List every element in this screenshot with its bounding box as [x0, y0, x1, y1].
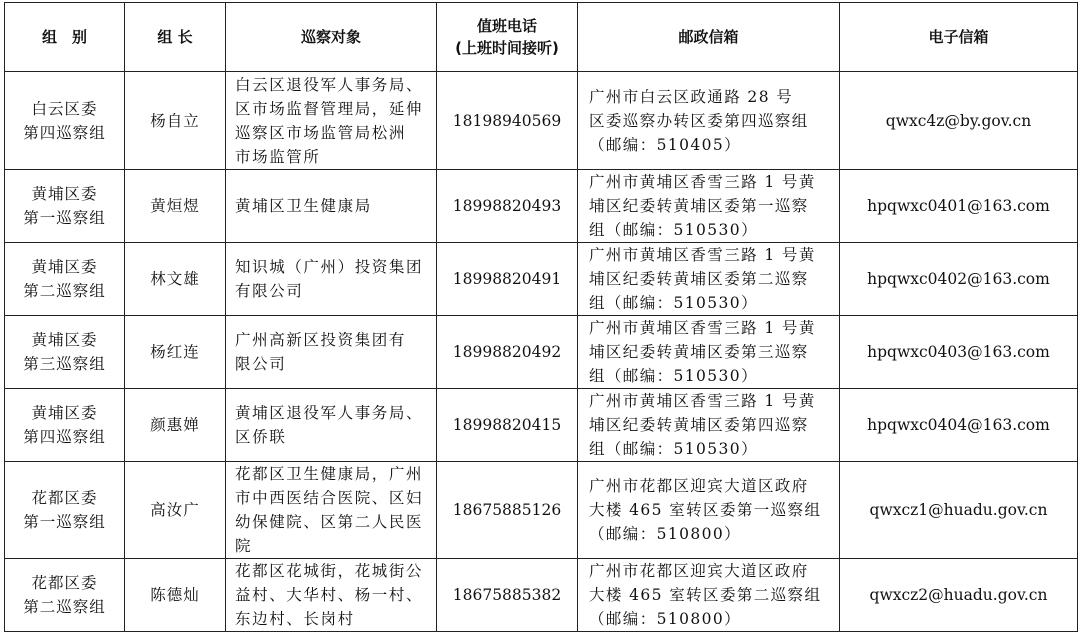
table-row — [5, 170, 1078, 243]
target-cell — [226, 559, 437, 632]
address-line: 大楼 465 室转区委第一巡察组 — [589, 501, 822, 519]
header-row — [5, 3, 1078, 72]
address-cell — [578, 316, 840, 389]
target-cell — [226, 389, 437, 462]
group-line: 第一巡察组 — [23, 513, 106, 531]
group-line: 花都区委 — [31, 489, 98, 507]
target-line: 市场监管所 — [235, 147, 321, 166]
email-cell: hpqwxc0402@163.com — [840, 243, 1078, 316]
group-cell — [5, 559, 125, 632]
target-line: 白云区退役军人事务局、 — [235, 75, 424, 94]
header-phone-line2: (上班时间接听) — [455, 39, 559, 57]
target-line: 广州高新区投资集团有 — [235, 331, 407, 349]
table-row — [5, 462, 1078, 559]
address-cell — [578, 462, 840, 559]
email-cell: hpqwxc0403@163.com — [840, 316, 1078, 389]
target-cell — [226, 72, 437, 170]
leader-cell: 高汝广 — [125, 462, 226, 559]
group-line: 第四巡察组 — [23, 123, 106, 142]
address-line: 区委巡察办转区委第四巡察组 — [589, 111, 809, 130]
address-line: 广州市黄埔区香雪三路 1 号黄 — [589, 246, 816, 264]
table-row — [5, 316, 1078, 389]
header-leader: 组 长 — [125, 3, 226, 72]
leader-cell: 陈德灿 — [125, 559, 226, 632]
target-line: 花都区花城街，花城街公 — [235, 562, 424, 580]
target-cell — [226, 170, 437, 243]
email-cell: qwxcz2@huadu.gov.cn — [840, 559, 1078, 632]
group-cell — [5, 389, 125, 462]
target-line: 幼保健院、区第二人民医 — [235, 513, 424, 531]
address-line: 组（邮编：510530） — [589, 294, 758, 312]
target-cell — [226, 462, 437, 559]
email-cell: hpqwxc0404@163.com — [840, 389, 1078, 462]
phone-cell: 18998820491 — [437, 243, 578, 316]
phone-cell: 18198940569 — [437, 72, 578, 170]
header-address: 邮政信箱 — [578, 3, 840, 72]
leader-cell: 杨红连 — [125, 316, 226, 389]
leader-cell: 黄烜煜 — [125, 170, 226, 243]
group-cell — [5, 462, 125, 559]
header-email: 电子信箱 — [840, 3, 1078, 72]
phone-cell: 18675885126 — [437, 462, 578, 559]
header-phone-line1: 值班电话 — [476, 17, 537, 35]
group-cell — [5, 243, 125, 316]
address-line: 组（邮编：510530） — [589, 221, 758, 239]
target-cell — [226, 243, 437, 316]
header-target: 巡察对象 — [226, 3, 437, 72]
target-line: 院 — [235, 537, 253, 555]
address-line: 广州市花都区迎宾大道区政府 — [589, 562, 809, 580]
target-line: 市中西医结合医院、区妇 — [235, 489, 424, 507]
group-line: 花都区委 — [31, 574, 98, 592]
target-line: 花都区卫生健康局，广州 — [235, 465, 424, 483]
email-cell: hpqwxc0401@163.com — [840, 170, 1078, 243]
group-line: 黄埔区委 — [31, 185, 98, 203]
table-row — [5, 559, 1078, 632]
address-line: （邮编：510800） — [589, 525, 742, 543]
table-row — [5, 72, 1078, 170]
phone-cell: 18998820415 — [437, 389, 578, 462]
group-line: 白云区委 — [31, 99, 98, 118]
address-line: 埔区纪委转黄埔区委第一巡察 — [589, 197, 809, 215]
target-line: 黄埔区退役军人事务局、 — [235, 404, 424, 422]
group-line: 第一巡察组 — [23, 209, 106, 227]
group-cell — [5, 316, 125, 389]
email-cell: qwxc4z@by.gov.cn — [840, 72, 1078, 170]
group-line: 黄埔区委 — [31, 331, 98, 349]
phone-cell: 18998820493 — [437, 170, 578, 243]
target-cell — [226, 316, 437, 389]
target-line: 东边村、长岗村 — [235, 610, 355, 628]
leader-cell: 颜惠婵 — [125, 389, 226, 462]
header-group: 组 别 — [5, 3, 125, 72]
target-line: 限公司 — [235, 355, 287, 373]
group-line: 第二巡察组 — [23, 598, 106, 616]
table-row — [5, 389, 1078, 462]
address-line: 广州市花都区迎宾大道区政府 — [589, 477, 809, 495]
group-cell — [5, 170, 125, 243]
address-line: 组（邮编：510530） — [589, 367, 758, 385]
address-line: 广州市黄埔区香雪三路 1 号黄 — [589, 392, 816, 410]
target-line: 知识城（广州）投资集团 — [235, 258, 424, 276]
group-cell — [5, 72, 125, 170]
email-cell: qwxcz1@huadu.gov.cn — [840, 462, 1078, 559]
group-line: 黄埔区委 — [31, 258, 98, 276]
address-line: 埔区纪委转黄埔区委第三巡察 — [589, 343, 809, 361]
address-line: 广州市黄埔区香雪三路 1 号黄 — [589, 173, 816, 191]
address-cell — [578, 559, 840, 632]
address-line: 组（邮编：510530） — [589, 440, 758, 458]
address-line: 广州市黄埔区香雪三路 1 号黄 — [589, 319, 816, 337]
leader-cell: 林文雄 — [125, 243, 226, 316]
group-line: 黄埔区委 — [31, 404, 98, 422]
target-line: 益村、大华村、杨一村、 — [235, 586, 424, 604]
address-line: 埔区纪委转黄埔区委第二巡察 — [589, 270, 809, 288]
address-line: （邮编：510800） — [589, 610, 742, 628]
address-cell — [578, 389, 840, 462]
target-line: 巡察区市场监管局松洲 — [235, 123, 407, 142]
group-line: 第三巡察组 — [23, 355, 106, 373]
target-line: 区市场监督管理局，延伸 — [235, 99, 424, 118]
leader-cell: 杨自立 — [125, 72, 226, 170]
address-cell — [578, 72, 840, 170]
address-line: （邮编：510405） — [589, 135, 742, 154]
address-cell — [578, 170, 840, 243]
target-line: 黄埔区卫生健康局 — [235, 197, 372, 215]
phone-cell: 18675885382 — [437, 559, 578, 632]
target-line: 区侨联 — [235, 428, 287, 446]
address-line: 大楼 465 室转区委第二巡察组 — [589, 586, 822, 604]
header-phone — [437, 3, 578, 72]
table-row — [5, 243, 1078, 316]
address-line: 埔区纪委转黄埔区委第四巡察 — [589, 416, 809, 434]
group-line: 第四巡察组 — [23, 428, 106, 446]
address-line: 广州市白云区政通路 28 号 — [589, 87, 794, 106]
group-line: 第二巡察组 — [23, 282, 106, 300]
inspection-groups-table — [4, 2, 1078, 632]
phone-cell: 18998820492 — [437, 316, 578, 389]
address-cell — [578, 243, 840, 316]
target-line: 有限公司 — [235, 282, 304, 300]
